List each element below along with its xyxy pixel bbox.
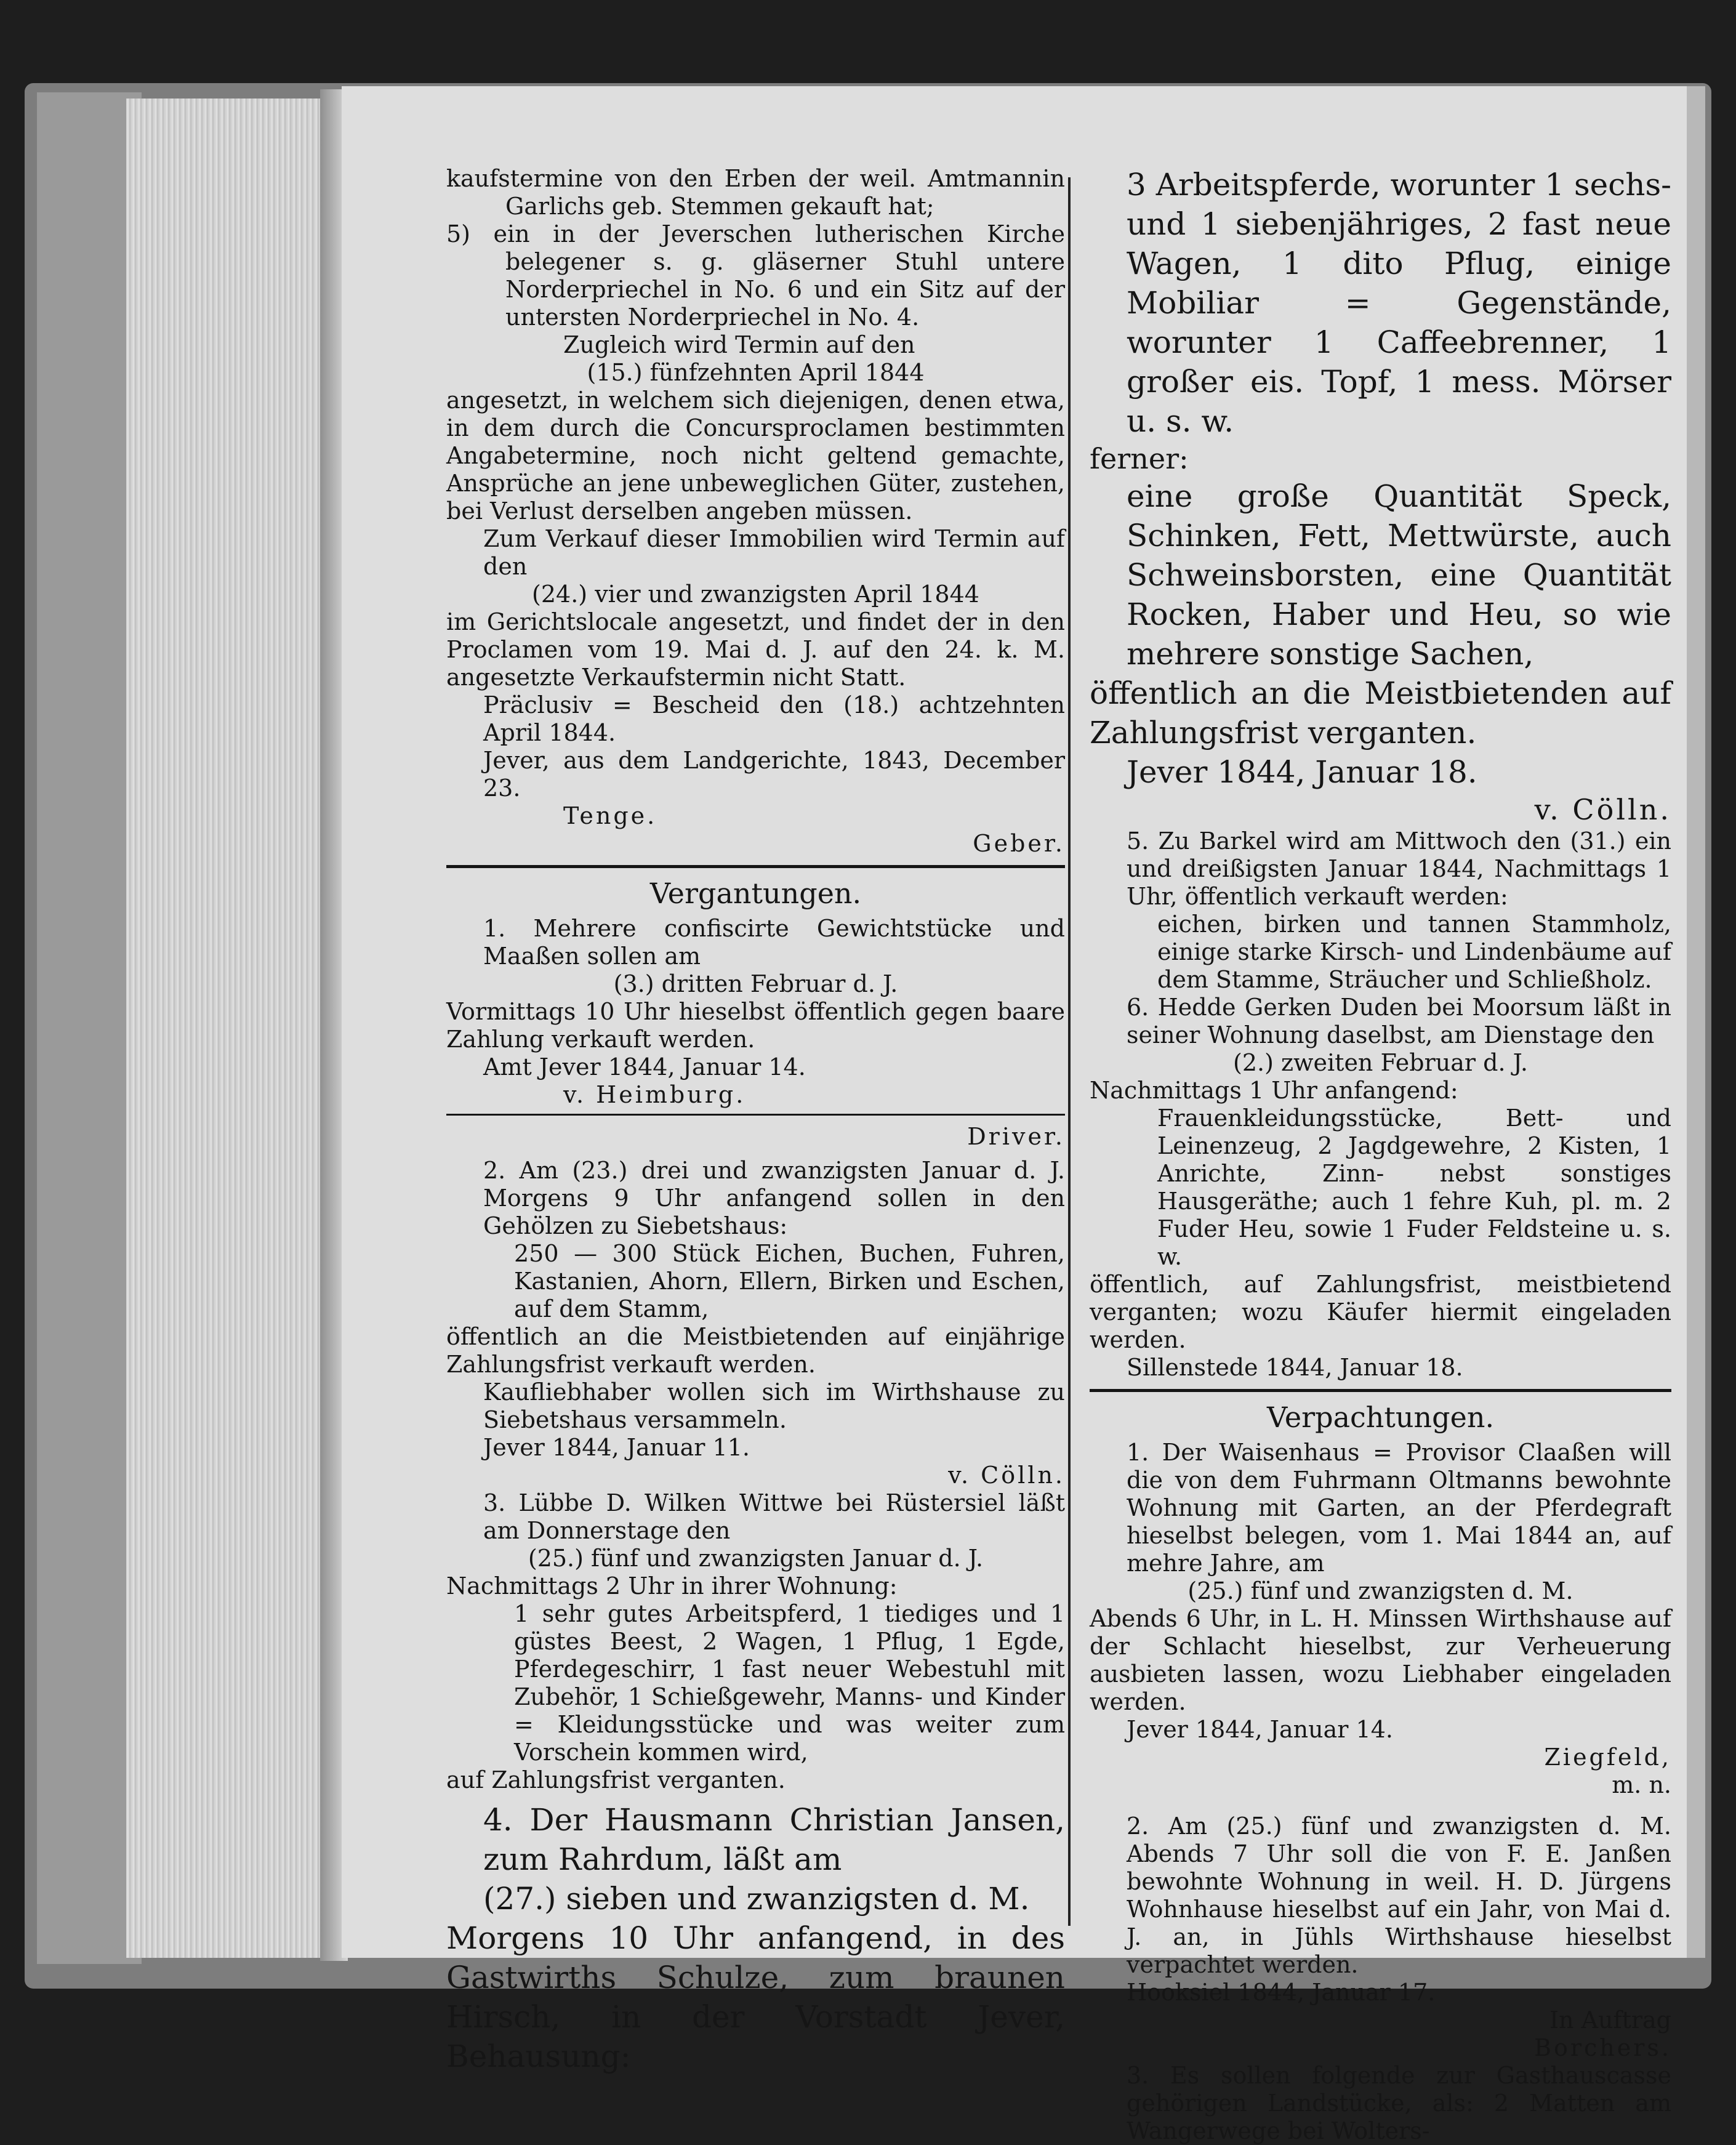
section-rule — [1090, 1389, 1671, 1392]
termin-text: angesetzt, in welchem sich diejenigen, denen etwa, in dem durch die Concursproclamen bestimmten Angabetermine, noch nicht geltend gemachte, Ansprüche an jene unbeweglichen Güter, zustehen, bei Verlust derselben angeben müssen. — [446, 387, 1065, 525]
praeclusiv-text: Präclusiv = Bescheid den (18.) achtzehnten April 1844. — [483, 691, 1065, 746]
item-large-text: Morgens 10 Uhr anfangend, in des Gastwirths Schulze, zum braunen Hirsch, in der Vorstadt Jever, Behausung: — [446, 1920, 1065, 2074]
item-rule — [446, 1114, 1065, 1116]
item-large-date: (27.) sieben und zwanzigsten d. M. — [483, 1881, 1030, 1917]
signature: v. Heimburg. — [563, 1081, 746, 1108]
item-list: Frauenkleidungsstücke, Bett- und Leinenzeug, 2 Jagdgewehre, 2 Kisten, 1 Anrichte, Zinn- nebst sonstiges Hausgeräthe; auch 1 fehre Kuh, pl. m. 2 Fuder Heu, sowie 1 Fuder Feldsteine u. s. w. — [1157, 1105, 1671, 1270]
section-heading: Verpachtungen. — [1266, 1401, 1495, 1434]
item-text: Vormittags 10 Uhr hieselbst öffentlich gegen baare Zahlung verkauft werden. — [446, 998, 1065, 1053]
list-item: kaufstermine von den Erben der weil. Amtmannin Garlichs geb. Stemmen gekauft hat; — [446, 165, 1065, 220]
item-large-list: eine große Quantität Speck, Schinken, Fett, Mettwürste, auch Schweinsborsten, eine Quantität Rocken, Haber und Heu, so wie mehrere sonstige Sachen, — [1127, 478, 1671, 672]
auction-text: öffentlich an die Meistbietenden auf Zahlungsfrist verganten. — [1090, 675, 1671, 751]
item-intro: 2. Am (23.) drei und zwanzigsten Januar d. J. Morgens 9 Uhr anfangend sollen in den Gehölzen zu Siebetshaus: — [483, 1157, 1065, 1239]
item-text: auf Zahlungsfrist verganten. — [446, 1766, 786, 1793]
place-date: Jever, aus dem Landgerichte, 1843, December 23. — [483, 747, 1065, 802]
item-buyers: Kaufliebhaber wollen sich im Wirthshause zu Siebetshaus versammeln. — [483, 1378, 1065, 1433]
place-date: Jever 1844, Januar 11. — [483, 1434, 750, 1461]
left-column — [446, 165, 1065, 2076]
item-time: Nachmittags 2 Uhr in ihrer Wohnung: — [446, 1572, 898, 1600]
section-heading: Vergantungen. — [649, 877, 862, 910]
item-text: öffentlich an die Meistbietenden auf einjährige Zahlungsfrist verkauft werden. — [446, 1323, 1065, 1378]
item-intro: 5. Zu Barkel wird am Mittwoch den (31.) ein und dreißigsten Januar 1844, Nachmittags 1 Uhr, öffentlich verkauft werden: — [1127, 827, 1671, 910]
item-intro: 1. Der Waisenhaus = Provisor Claaßen will die von dem Fuhrmann Oltmanns bewohnte Wohnung mit Garten, an der Pferdegraft hieselbst belegen, vom 1. Mai 1844 an, auf mehre Jahre, am — [1127, 1439, 1671, 1577]
signature-suffix: m. n. — [1612, 1771, 1671, 1798]
item-text: Abends 6 Uhr, in L. H. Minssen Wirthshause auf der Schlacht hieselbst, zur Verheuerung ausbieten lassen, wozu Liebhaber eingeladen werden. — [1090, 1605, 1671, 1715]
item-time: Nachmittags 1 Uhr anfangend: — [1090, 1077, 1458, 1104]
place-date: Jever 1844, Januar 14. — [1127, 1716, 1393, 1743]
list-item: 5) ein in der Jeverschen lutherischen Kirche belegener s. g. gläserner Stuhl untere Norderpriechel in No. 6 und ein Sitz auf der untersten Norderpriechel in No. 4. — [446, 220, 1065, 331]
item-date: (3.) dritten Februar d. J. — [613, 970, 898, 997]
place-date: Amt Jever 1844, Januar 14. — [483, 1053, 806, 1081]
item-text: öffentlich, auf Zahlungsfrist, meistbietend verganten; wozu Käufer hiermit eingeladen werden. — [1090, 1271, 1671, 1353]
termin-intro: Zugleich wird Termin auf den — [563, 331, 915, 358]
item-date: (25.) fünf und zwanzigsten d. M. — [1187, 1577, 1573, 1604]
item-date: (2.) zweiten Februar d. J. — [1233, 1049, 1528, 1076]
termin-date: (15.) fünfzehnten April 1844 — [587, 359, 925, 386]
signature: Ziegfeld, — [1544, 1744, 1671, 1771]
sale-intro: Zum Verkauf dieser Immobilien wird Termin auf den — [483, 525, 1065, 580]
item-large-intro: 4. Der Hausmann Christian Jansen, zum Rahrdum, läßt am — [483, 1802, 1065, 1877]
sale-text: im Gerichtslocale angesetzt, und findet der in den Proclamen vom 19. Mai d. J. auf den 24. k. M. angesetzte Verkaufstermin nicht Statt. — [446, 608, 1065, 691]
ferner-label: ferner: — [1090, 442, 1189, 475]
item-intro: 3. Lübbe D. Wilken Wittwe bei Rüstersiel läßt am Donnerstage den — [483, 1489, 1065, 1544]
newspaper-page — [342, 86, 1687, 2144]
item-intro: 6. Hedde Gerken Duden bei Moorsum läßt in seiner Wohnung daselbst, am Dienstage den — [1127, 994, 1671, 1048]
signature: v. Cölln. — [948, 1462, 1065, 1489]
column-divider — [1068, 177, 1071, 1926]
sale-date: (24.) vier und zwanzigsten April 1844 — [532, 581, 979, 608]
signature: v. Cölln. — [1534, 793, 1671, 826]
place-date: Jever 1844, Januar 18. — [1127, 754, 1477, 790]
item-list: eichen, birken und tannen Stammholz, einige starke Kirsch- und Lindenbäume auf dem Stamme, Sträucher und Schließholz. — [1157, 911, 1671, 993]
item-list: 1 sehr gutes Arbeitspferd, 1 tiediges und 1 güstes Beest, 2 Wagen, 1 Pflug, 1 Egde, Pferdegeschirr, 1 fast neuer Webestuhl mit Zubehör, 1 Schießgewehr, Manns- und Kinder = Kleidungsstücke und was weiter zum Vorschein kommen wird, — [514, 1600, 1065, 1766]
item-list: 250 — 300 Stück Eichen, Buchen, Fuhren, Kastanien, Ahorn, Ellern, Birken und Eschen, auf dem Stamm, — [514, 1240, 1065, 1322]
right-column — [1090, 165, 1671, 2145]
item-text: 2. Am (25.) fünf und zwanzigsten d. M. Abends 7 Uhr soll die von F. E. Janßen bewohnte Wohnung in weil. H. D. Jürgens Wohnhause hieselbst auf ein Jahr, von Mai d. J. an, in Jühls Wirthshause hieselbst verpachtet werden. — [1127, 1813, 1671, 1978]
page-edges — [126, 99, 339, 1958]
item-large-list: 3 Arbeitspferde, worunter 1 sechs- und 1 siebenjähriges, 2 fast neue Wagen, 1 dito Pflug, einige Mobiliar = Gegenstände, worunter 1 Caffeebrenner, 1 großer eis. Topf, 1 mess. Mörser u. s. w. — [1127, 167, 1671, 439]
place-date: Hooksiel 1844, Januar 17. — [1127, 1979, 1436, 2006]
section-rule — [446, 865, 1065, 868]
item-intro: 1. Mehrere confiscirte Gewichtstücke und Maaßen sollen am — [483, 915, 1065, 970]
signature: Driver. — [967, 1123, 1065, 1150]
item-date: (25.) fünf und zwanzigsten Januar d. J. — [528, 1545, 984, 1572]
signature-intro: In Auftrag — [1549, 2006, 1671, 2034]
page-right-edge — [1687, 86, 1705, 1958]
signature: Borchers. — [1534, 2034, 1671, 2061]
item-text: 3. Es sollen folgende zur Gasthauscasse gehörigen Landstücke, als: 2 Matten am Wangerwege bei Wolters- — [1127, 2062, 1671, 2144]
signature: Tenge. — [563, 802, 657, 829]
place-date: Sillenstede 1844, Januar 18. — [1127, 1354, 1463, 1381]
signature: Geber. — [973, 830, 1065, 857]
